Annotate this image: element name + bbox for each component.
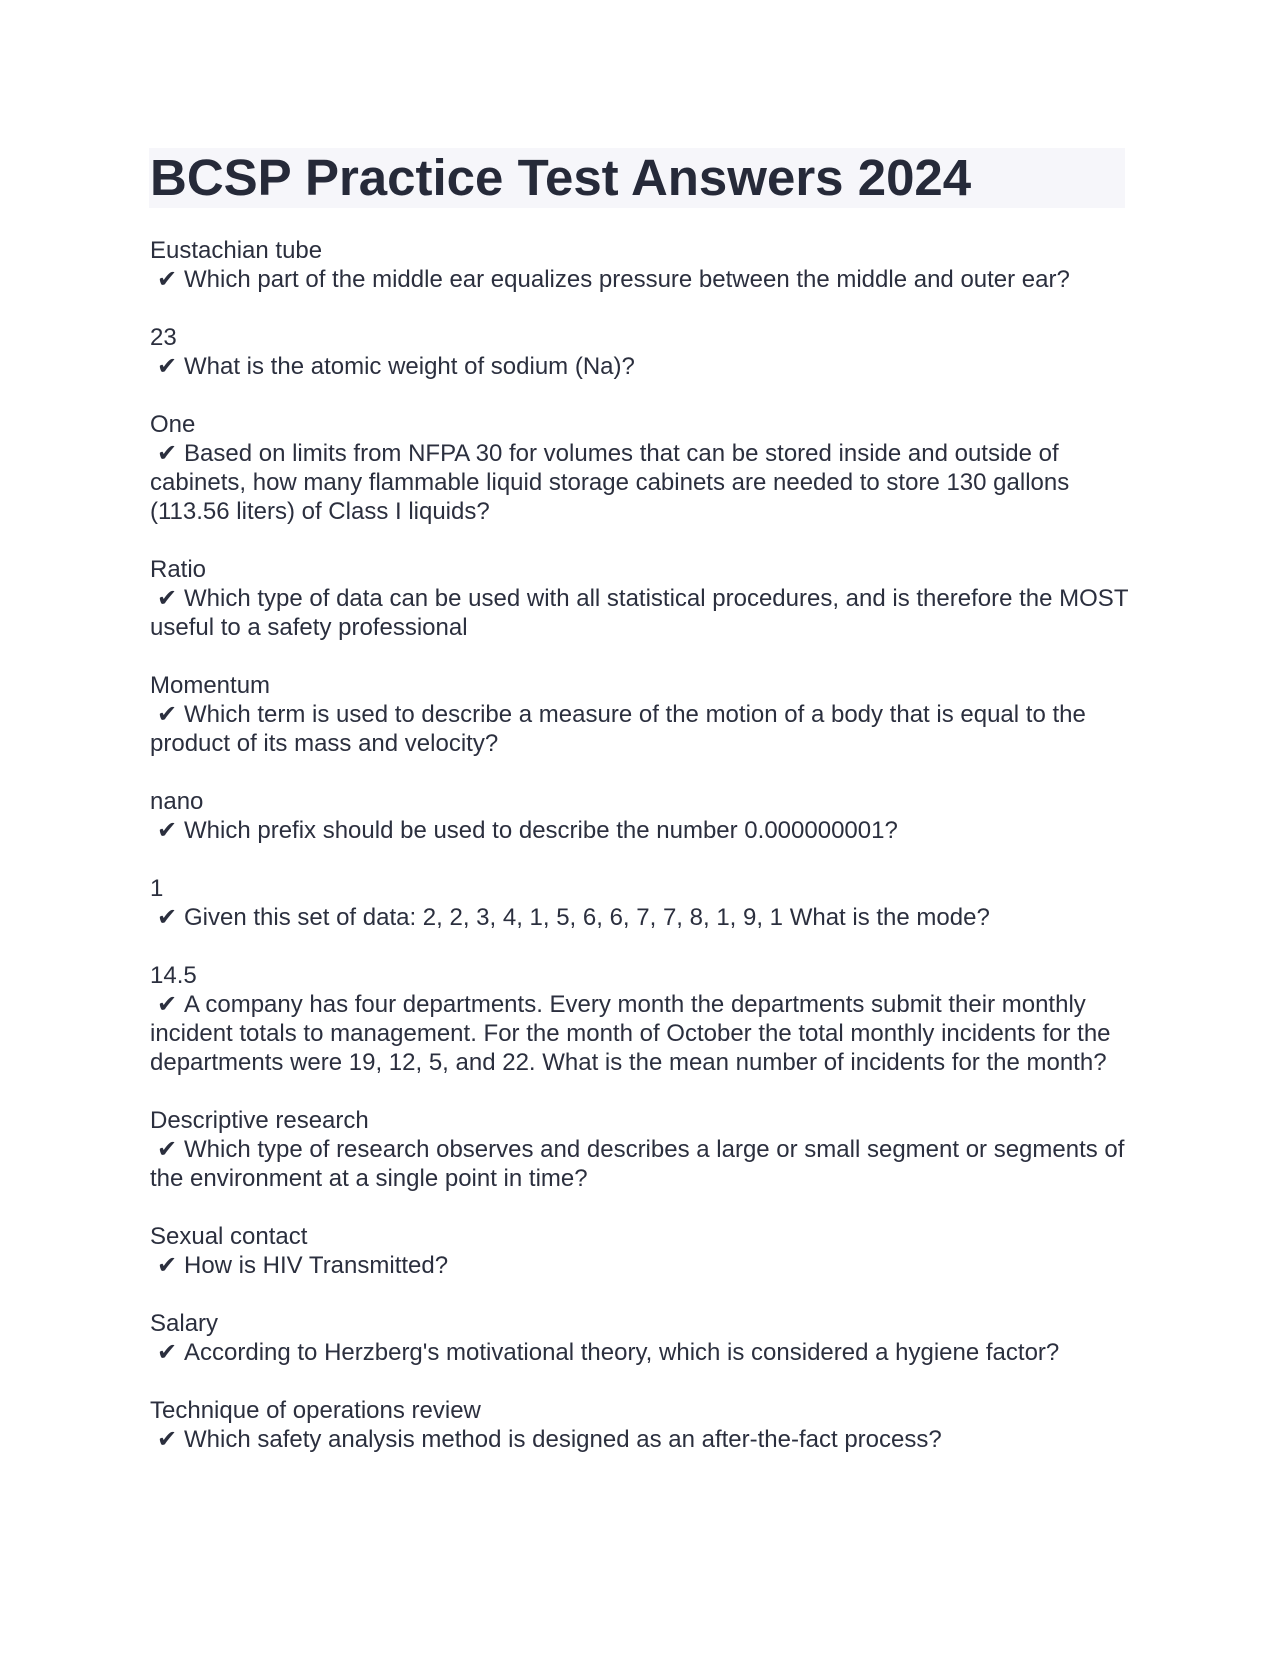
question-line [150, 584, 1135, 642]
question-line [150, 1338, 1135, 1367]
question-line [150, 990, 1135, 1077]
question-line [150, 1425, 1135, 1454]
question-text: Which safety analysis method is designed as an after-the-fact process? [184, 1426, 942, 1453]
check-icon: ✔ [156, 1426, 178, 1453]
answer-text: Descriptive research [150, 1107, 369, 1134]
question-text: What is the atomic weight of sodium (Na)? [184, 353, 635, 380]
question-text: A company has four departments. Every month the departments submit their monthly incident totals to management. For the month of October the total monthly incidents for the departments were 19, 12, 5, and 22. What is the mean number of incidents for the month? [150, 991, 1111, 1076]
qa-item [150, 1222, 1135, 1280]
answer-text: One [150, 411, 196, 438]
question-line [150, 1135, 1135, 1193]
check-icon: ✔ [156, 817, 178, 844]
question-line [150, 352, 1135, 381]
check-icon: ✔ [156, 904, 178, 931]
qa-item [150, 323, 1135, 381]
question-line [150, 700, 1135, 758]
qa-item [150, 236, 1135, 294]
answer-text: Eustachian tube [150, 237, 323, 264]
qa-item [150, 1106, 1135, 1193]
question-text: Which term is used to describe a measure of the motion of a body that is equal to the product of its mass and velocity? [150, 701, 1086, 757]
answer-text: Momentum [150, 672, 271, 699]
answer-text: 14.5 [150, 962, 197, 989]
check-icon: ✔ [156, 1252, 178, 1279]
answer-text: Technique of operations review [150, 1397, 481, 1424]
answer-text: 23 [150, 324, 177, 351]
question-line [150, 816, 1135, 845]
question-line [150, 265, 1135, 294]
question-text: According to Herzberg's motivational theory, which is considered a hygiene factor? [184, 1339, 1060, 1366]
check-icon: ✔ [156, 1339, 178, 1366]
qa-item [150, 410, 1135, 526]
answer-text: Ratio [150, 556, 207, 583]
answer-text: nano [150, 788, 204, 815]
qa-item [150, 961, 1135, 1077]
qa-item [150, 555, 1135, 642]
check-icon: ✔ [156, 585, 178, 612]
question-text: Which type of research observes and describes a large or small segment or segments of the environment at a single point in time? [150, 1136, 1125, 1192]
qa-item [150, 787, 1135, 845]
qa-item [150, 874, 1135, 932]
question-text: Given this set of data: 2, 2, 3, 4, 1, 5, 6, 6, 7, 7, 8, 1, 9, 1 What is the mode? [184, 904, 990, 931]
check-icon: ✔ [156, 353, 178, 380]
qa-item [150, 1396, 1135, 1454]
check-icon: ✔ [156, 701, 178, 728]
qa-item [150, 671, 1135, 758]
question-text: Which prefix should be used to describe the number 0.000000001? [184, 817, 898, 844]
question-text: Based on limits from NFPA 30 for volumes that can be stored inside and outside of cabinets, how many flammable liquid storage cabinets are needed to store 130 gallons (113.56 liters) of Class I liquids? [150, 440, 1070, 525]
answer-text: 1 [150, 875, 164, 902]
check-icon: ✔ [156, 1136, 178, 1163]
question-line [150, 903, 1135, 932]
question-text: Which part of the middle ear equalizes pressure between the middle and outer ear? [184, 266, 1070, 293]
answer-text: Sexual contact [150, 1223, 308, 1250]
question-text: Which type of data can be used with all statistical procedures, and is therefore the MOST useful to a safety professional [150, 585, 1129, 641]
question-text: How is HIV Transmitted? [184, 1252, 449, 1279]
question-line [150, 439, 1135, 526]
qa-list [150, 236, 1135, 1483]
check-icon: ✔ [156, 991, 178, 1018]
check-icon: ✔ [156, 266, 178, 293]
check-icon: ✔ [156, 440, 178, 467]
question-line [150, 1251, 1135, 1280]
page-title: BCSP Practice Test Answers 2024 [150, 149, 972, 206]
qa-item [150, 1309, 1135, 1367]
answer-text: Salary [150, 1310, 219, 1337]
